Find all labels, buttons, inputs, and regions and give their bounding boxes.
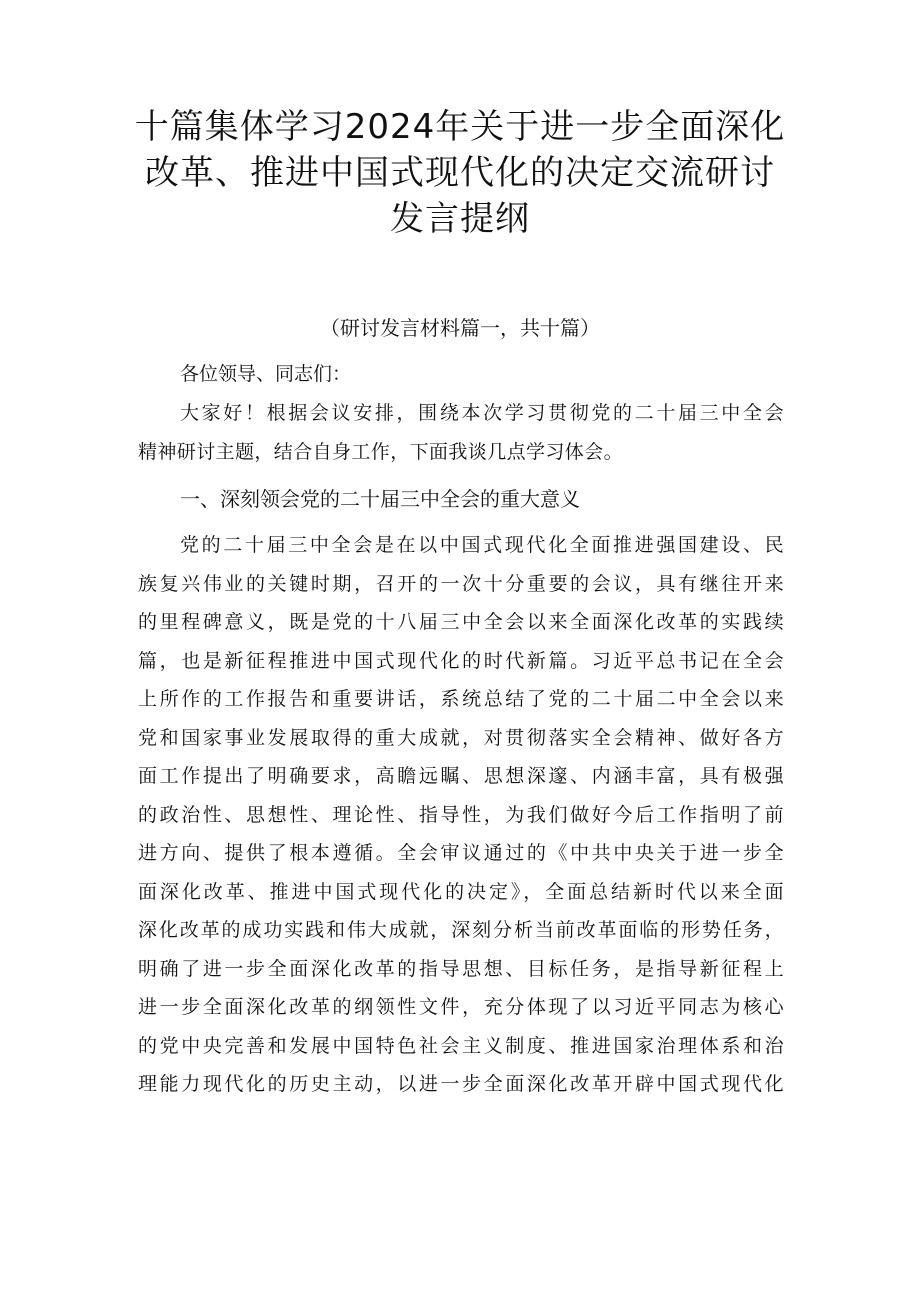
paragraph-line: 的政治性、思想性、理论性、指导性，为我们做好今后工作指明了前 bbox=[138, 803, 784, 826]
paragraph-line: 面工作提出了明确要求，高瞻远瞩、思想深邃、内涵丰富，具有极强 bbox=[138, 765, 784, 787]
paragraph-line: 上所作的工作报告和重要讲话，系统总结了党的二十届二中全会以来 bbox=[138, 688, 784, 710]
document-title bbox=[100, 104, 820, 242]
title-line-1: 十篇集体学习2024年关于进一步全面深化 bbox=[134, 107, 786, 147]
paragraph-line: 党的二十届三中全会是在以中国式现代化全面推进强国建设、民 bbox=[180, 534, 784, 556]
paragraph-line: 党和国家事业发展取得的重大成就，对贯彻落实全会精神、做好各方 bbox=[138, 726, 784, 749]
section-paragraph bbox=[138, 526, 784, 1104]
paragraph-line: 进方向、提供了根本遵循。全会审议通过的《中共中央关于进一步全 bbox=[138, 842, 784, 864]
title-line-2: 改革、推进中国式现代化的决定交流研讨 bbox=[145, 153, 775, 193]
intro-line: 精神研讨主题，结合自身工作，下面我谈几点学习体会。 bbox=[138, 440, 624, 463]
paragraph-line: 进一步全面深化改革的纲领性文件，充分体现了以习近平同志为核心 bbox=[138, 996, 784, 1018]
paragraph-line: 的里程碑意义，既是党的十八届三中全会以来全面深化改革的实践续 bbox=[138, 611, 784, 633]
title-line-3: 发言提纲 bbox=[390, 199, 530, 239]
intro-line: 大家好！根据会议安排，围绕本次学习贯彻党的二十届三中全会 bbox=[180, 402, 784, 424]
paragraph-line: 族复兴伟业的关键时期，召开的一次十分重要的会议，具有继往开来 bbox=[138, 572, 784, 595]
paragraph-line: 的党中央完善和发展中国特色社会主义制度、推进国家治理体系和治 bbox=[138, 1034, 784, 1057]
intro-paragraph bbox=[138, 394, 784, 471]
paragraph-line: 面深化改革、推进中国式现代化的决定》，全面总结新时代以来全面 bbox=[138, 880, 784, 903]
paragraph-line: 篇，也是新征程推进中国式现代化的时代新篇。习近平总书记在全会 bbox=[138, 649, 784, 672]
paragraph-line: 深化改革的成功实践和伟大成就，深刻分析当前改革面临的形势任务， bbox=[138, 919, 784, 941]
paragraph-line: 理能力现代化的历史主动，以进一步全面深化改革开辟中国式现代化 bbox=[138, 1073, 784, 1095]
greeting: 各位领导、同志们： bbox=[180, 363, 352, 385]
document-subtitle: （研讨发言材料篇一，共十篇） bbox=[320, 316, 600, 340]
section-heading: 一、深刻领会党的二十届三中全会的重大意义 bbox=[180, 487, 580, 511]
paragraph-line: 明确了进一步全面深化改革的指导思想、目标任务，是指导新征程上 bbox=[138, 957, 784, 980]
